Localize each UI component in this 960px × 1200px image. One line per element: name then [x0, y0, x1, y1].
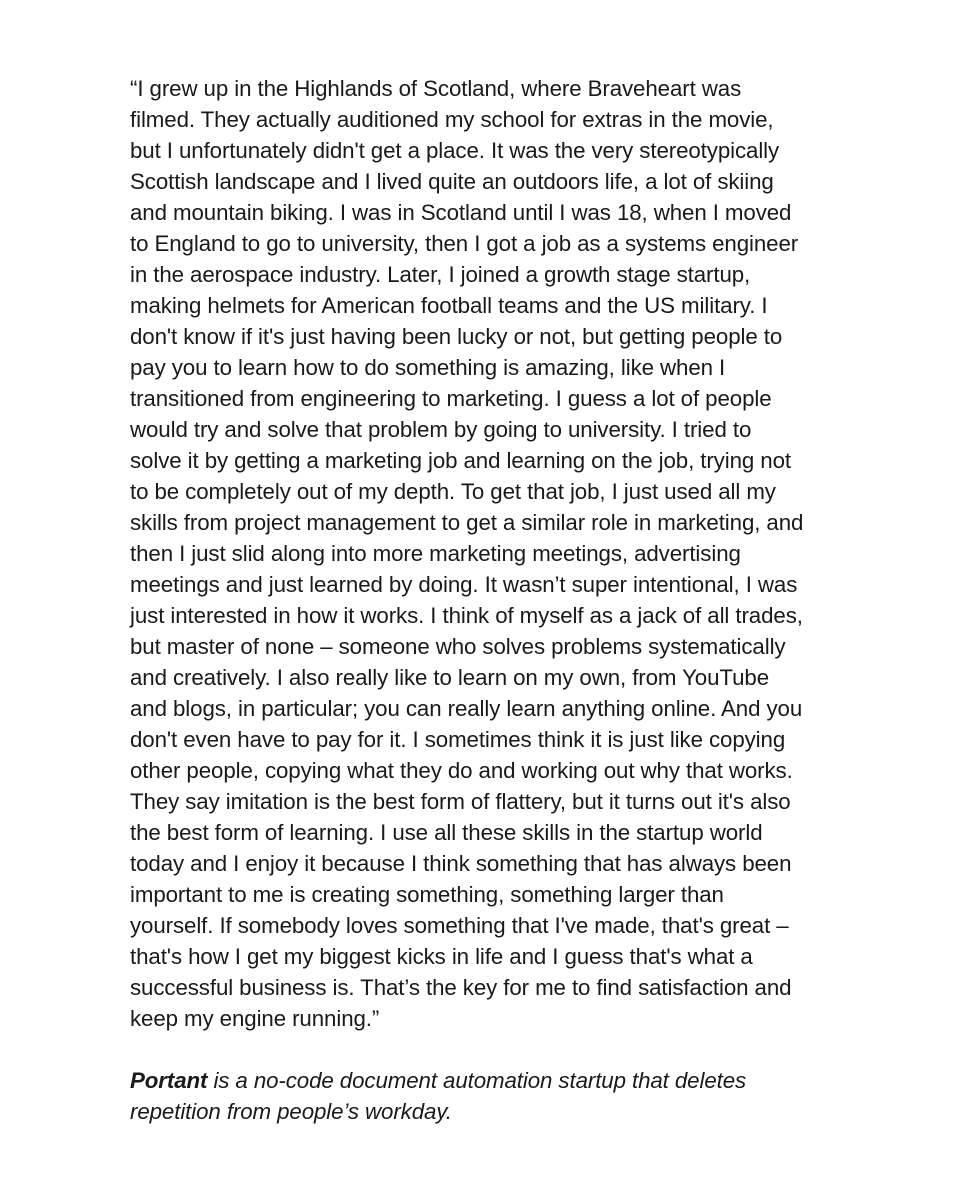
- quote-line: that's how I get my biggest kicks in life and I guess that's what a: [130, 944, 753, 969]
- quote-line: successful business is. That’s the key for me to find satisfaction and: [130, 975, 792, 1000]
- company-description: [130, 1065, 850, 1127]
- quote-line: then I just slid along into more marketing meetings, advertising: [130, 541, 741, 566]
- quote-line: solve it by getting a marketing job and learning on the job, trying not: [130, 448, 791, 473]
- company-description-line: repetition from people’s workday.: [130, 1099, 452, 1124]
- quote-line: in the aerospace industry. Later, I joined a growth stage startup,: [130, 262, 751, 287]
- quote-line: just interested in how it works. I think of myself as a jack of all trades,: [130, 603, 803, 628]
- company-name: Portant: [130, 1068, 208, 1093]
- quote-line: Scottish landscape and I lived quite an outdoors life, a lot of skiing: [130, 169, 774, 194]
- quote-line: other people, copying what they do and working out why that works.: [130, 758, 793, 783]
- quote-line: today and I enjoy it because I think something that has always been: [130, 851, 792, 876]
- quote-line: skills from project management to get a similar role in marketing, and: [130, 510, 804, 535]
- quote-line: keep my engine running.”: [130, 1006, 380, 1031]
- quote-line: making helmets for American football teams and the US military. I: [130, 293, 768, 318]
- quote-line: the best form of learning. I use all these skills in the startup world: [130, 820, 763, 845]
- quote-line: and mountain biking. I was in Scotland until I was 18, when I moved: [130, 200, 792, 225]
- quote-line: don't even have to pay for it. I sometimes think it is just like copying: [130, 727, 786, 752]
- company-description-line: [130, 1065, 850, 1096]
- quote-paragraph: [130, 73, 850, 1034]
- quote-line: but master of none – someone who solves problems systematically: [130, 634, 786, 659]
- quote-line: would try and solve that problem by going to university. I tried to: [130, 417, 752, 442]
- quote-line: “I grew up in the Highlands of Scotland, where Braveheart was: [130, 76, 742, 101]
- quote-line: and blogs, in particular; you can really learn anything online. And you: [130, 696, 803, 721]
- quote-line: They say imitation is the best form of flattery, but it turns out it's also: [130, 789, 791, 814]
- quote-line: to England to go to university, then I got a job as a systems engineer: [130, 231, 799, 256]
- quote-line: to be completely out of my depth. To get that job, I just used all my: [130, 479, 776, 504]
- quote-line: meetings and just learned by doing. It wasn’t super intentional, I was: [130, 572, 798, 597]
- quote-line: but I unfortunately didn't get a place. It was the very stereotypically: [130, 138, 780, 163]
- quote-line: don't know if it's just having been lucky or not, but getting people to: [130, 324, 783, 349]
- quote-line: and creatively. I also really like to learn on my own, from YouTube: [130, 665, 769, 690]
- document-page: [130, 73, 850, 1127]
- quote-line: yourself. If somebody loves something that I've made, that's great –: [130, 913, 789, 938]
- quote-line: filmed. They actually auditioned my school for extras in the movie,: [130, 107, 774, 132]
- quote-line: pay you to learn how to do something is amazing, like when I: [130, 355, 726, 380]
- company-description-text: is a no-code document automation startup that deletes: [207, 1068, 747, 1093]
- quote-line: transitioned from engineering to marketing. I guess a lot of people: [130, 386, 772, 411]
- quote-line: important to me is creating something, something larger than: [130, 882, 724, 907]
